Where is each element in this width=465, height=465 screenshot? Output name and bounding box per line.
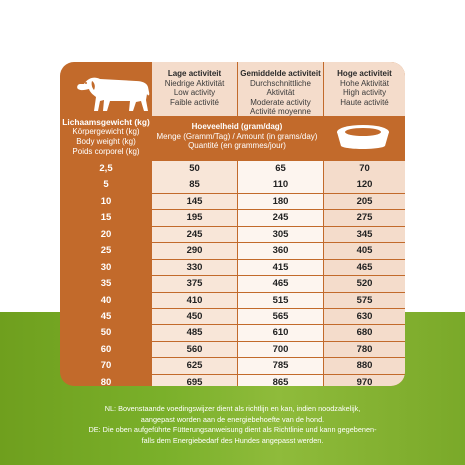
moderate-activity-cell: 700 (238, 342, 323, 358)
high-activity-de: Hohe Aktivität (340, 78, 389, 88)
low-activity-cell: 560 (152, 342, 237, 358)
weight-cell: 5 (103, 179, 109, 191)
weight-header-de: Körpergewicht (kg) (72, 127, 140, 136)
table-row (60, 276, 405, 292)
quantity-header-fr: Quantité (en grammes/jour) (188, 141, 286, 151)
footnote (0, 404, 465, 446)
high-activity-cell: 880 (324, 358, 405, 374)
weight-header-en: Body weight (kg) (76, 137, 136, 146)
weight-cell: 70 (100, 360, 112, 372)
high-activity-cell: 520 (324, 276, 405, 292)
feeding-table (60, 62, 405, 386)
low-activity-cell: 290 (152, 243, 237, 259)
moderate-activity-cell: 465 (238, 276, 323, 292)
table-row (60, 210, 405, 226)
high-activity-header (324, 62, 405, 116)
moderate-activity-de: Durchschnittliche Aktivität (250, 78, 311, 98)
high-activity-nl: Hoge activiteit (337, 69, 392, 78)
high-activity-cell: 680 (324, 325, 405, 341)
high-activity-cell: 630 (324, 309, 405, 325)
table-body (60, 161, 405, 386)
moderate-activity-cell: 110 (238, 177, 323, 193)
moderate-activity-cell: 305 (238, 227, 323, 243)
quantity-header-nl: Hoeveelheid (gram/dag) (191, 122, 283, 131)
food-bowl-icon (332, 120, 394, 154)
low-activity-cell: 375 (152, 276, 237, 292)
moderate-activity-en: Moderate activity (250, 97, 311, 107)
table-row (60, 358, 405, 374)
moderate-activity-cell: 610 (238, 325, 323, 341)
low-activity-cell: 195 (152, 210, 237, 226)
weight-cell: 2,5 (99, 163, 113, 174)
low-activity-cell: 85 (152, 177, 237, 193)
high-activity-cell: 345 (324, 227, 405, 243)
note-nl-line2: aangepast worden aan de energiebehoefte van de hond. (140, 414, 325, 424)
high-activity-cell: 120 (324, 177, 405, 193)
dog-icon (70, 70, 154, 114)
high-activity-cell: 575 (324, 293, 405, 309)
moderate-activity-cell: 65 (238, 161, 323, 177)
moderate-activity-cell: 565 (238, 309, 323, 325)
table-row (60, 161, 405, 177)
table-row (60, 260, 405, 276)
table-row (60, 243, 405, 259)
table-row (60, 325, 405, 341)
weight-header-fr: Poids corporel (kg) (72, 147, 140, 156)
weight-cell: 20 (100, 228, 112, 240)
low-activity-header (152, 62, 237, 116)
low-activity-fr: Faible activité (170, 97, 219, 107)
low-activity-cell: 625 (152, 358, 237, 374)
table-row (60, 375, 405, 386)
moderate-activity-cell: 865 (238, 375, 323, 386)
table-row (60, 293, 405, 309)
weight-cell: 30 (100, 261, 112, 273)
weight-cell: 40 (100, 294, 112, 306)
table-row (60, 177, 405, 193)
weight-cell: 15 (100, 212, 112, 224)
high-activity-cell: 70 (324, 161, 405, 177)
weight-cell: 80 (100, 376, 112, 386)
weight-cell: 60 (100, 343, 112, 355)
moderate-activity-fr: Activité moyenne (250, 107, 311, 117)
high-activity-cell: 405 (324, 243, 405, 259)
weight-cell: 35 (100, 278, 112, 290)
moderate-activity-cell: 180 (238, 194, 323, 210)
low-activity-de: Niedrige Aktivität (164, 78, 225, 88)
note-nl-line1: NL: Bovenstaande voedingswijzer dient als richtlijn en kan, indien noodzakelijk, (104, 404, 361, 413)
low-activity-cell: 450 (152, 309, 237, 325)
low-activity-cell: 485 (152, 325, 237, 341)
note-de-line2: falls dem Energiebedarf des Hundes angepasst werden. (141, 435, 324, 445)
moderate-activity-cell: 360 (238, 243, 323, 259)
moderate-activity-nl: Gemiddelde activiteit (240, 69, 321, 78)
note-de-line1: DE: Die oben aufgeführte Fütterungsanweisung dient als Richtlinie und kann gegebenen- (88, 425, 377, 435)
weight-cell: 45 (100, 310, 112, 322)
high-activity-fr: Haute activité (340, 97, 389, 107)
weight-cell: 25 (100, 245, 112, 257)
low-activity-cell: 695 (152, 375, 237, 386)
table-row (60, 227, 405, 243)
weight-cell: 50 (100, 327, 112, 339)
low-activity-cell: 145 (152, 194, 237, 210)
high-activity-cell: 465 (324, 260, 405, 276)
weight-column-header (60, 117, 152, 157)
weight-cell: 10 (100, 195, 112, 207)
high-activity-en: High activity (342, 88, 387, 98)
table-row (60, 342, 405, 358)
table-row (60, 194, 405, 210)
table-row (60, 309, 405, 325)
low-activity-cell: 330 (152, 260, 237, 276)
moderate-activity-cell: 415 (238, 260, 323, 276)
high-activity-cell: 275 (324, 210, 405, 226)
moderate-activity-cell: 785 (238, 358, 323, 374)
moderate-activity-cell: 515 (238, 293, 323, 309)
low-activity-en: Low activity (173, 88, 216, 98)
low-activity-cell: 50 (152, 161, 237, 177)
low-activity-cell: 245 (152, 227, 237, 243)
high-activity-cell: 780 (324, 342, 405, 358)
quantity-header (152, 116, 405, 158)
moderate-activity-cell: 245 (238, 210, 323, 226)
low-activity-cell: 410 (152, 293, 237, 309)
low-activity-nl: Lage activiteit (167, 69, 222, 78)
high-activity-cell: 205 (324, 194, 405, 210)
quantity-header-de-en: Menge (Gramm/Tag) / Amount (in grams/day) (156, 131, 318, 141)
high-activity-cell: 970 (324, 375, 405, 386)
moderate-activity-header (238, 62, 323, 116)
weight-header-nl: Lichaamsgewicht (kg) (62, 117, 150, 127)
